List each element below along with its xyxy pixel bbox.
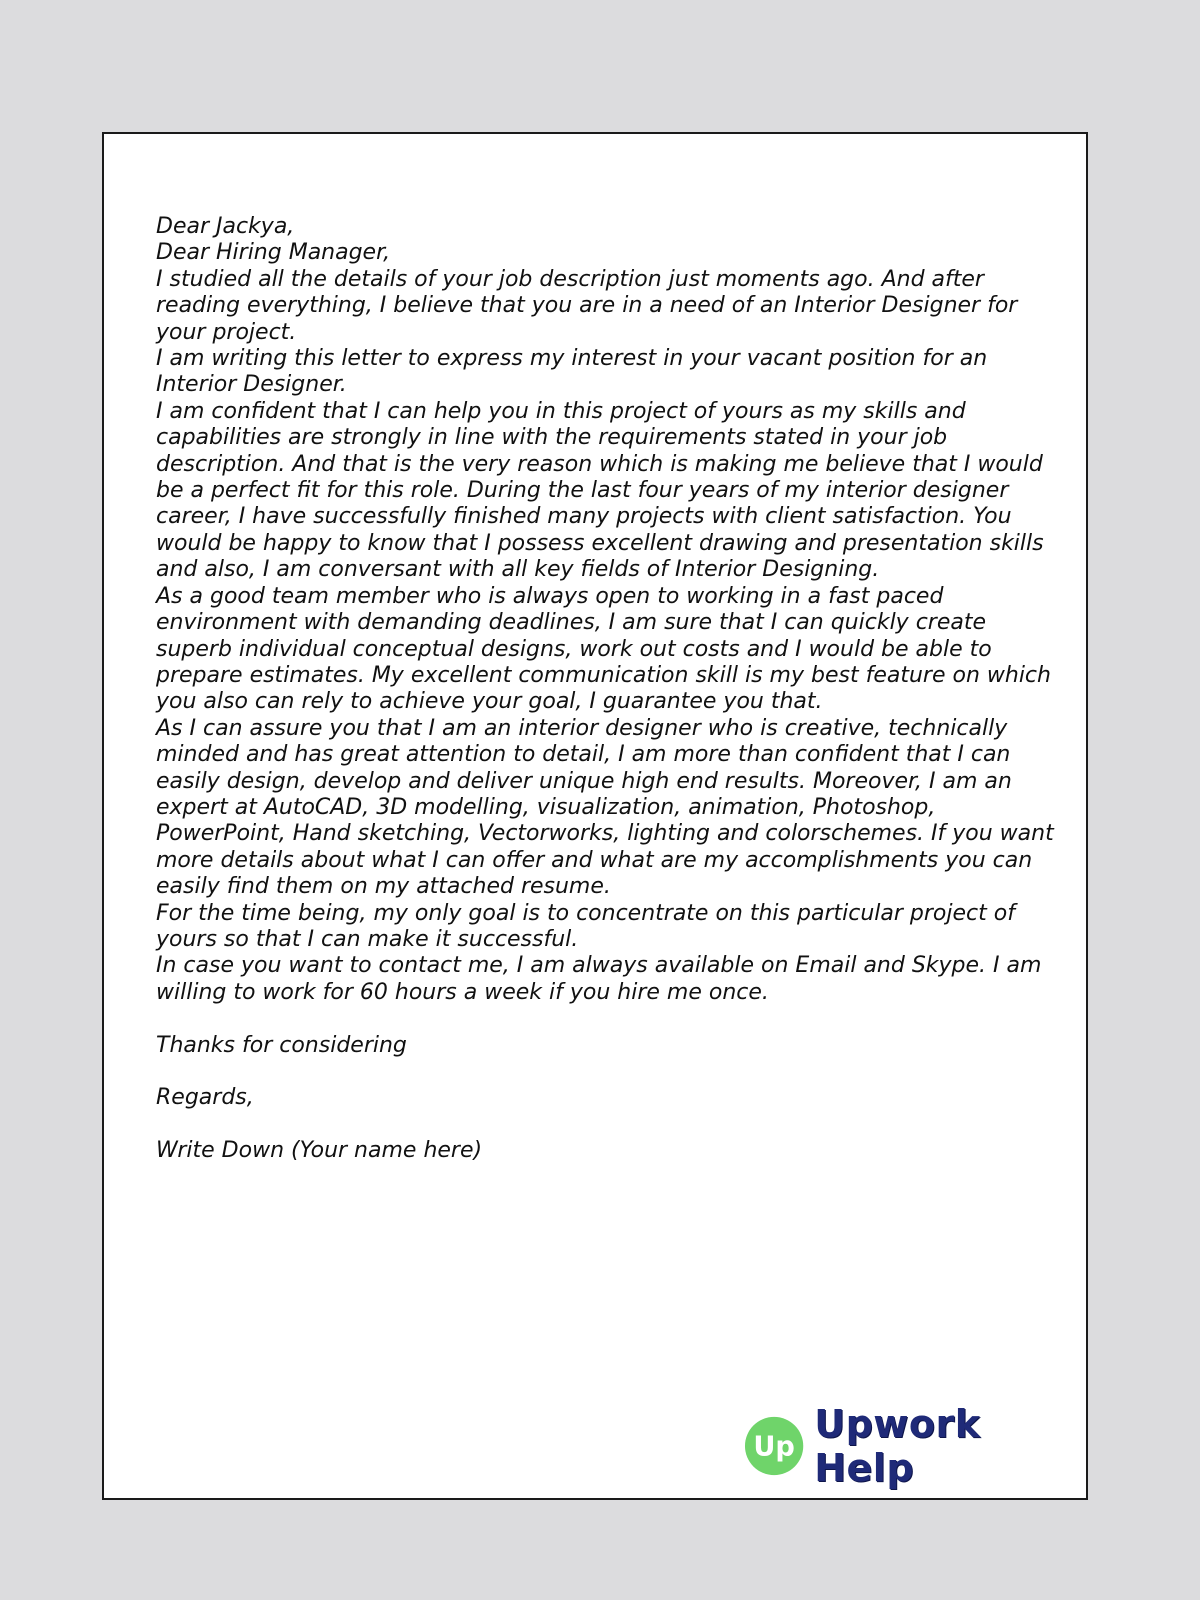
- closing-line: Thanks for considering: [156, 1032, 407, 1058]
- body-paragraph: In case you want to contact me, I am always available on Email and Skype. I am willing to work for 60 hours a week if you hire me once.: [156, 953, 1042, 1005]
- letter-body: [156, 214, 1061, 1165]
- body-paragraph: As I can assure you that I am an interior designer who is creative, technically minded and has great attention to detail, I am more than confident that I can easily design, develop and deliver unique high end results. Moreover, I am an expert at AutoCAD, 3D modelling, visualization, animation, Photoshop, PowerPoint, Hand sketching, Vectorworks, lighting and colorschemes. If you want more details about what I can offer and what are my accomplishments you can easily find them on my attached resume.: [156, 715, 1054, 900]
- salutation-line: Dear Hiring Manager,: [156, 240, 391, 266]
- salutation-line: Dear Jackya,: [156, 214, 295, 239]
- signature-line: Write Down (Your name here): [156, 1138, 483, 1164]
- upwork-help-logo: [744, 1402, 1086, 1490]
- upwork-logo-icon: [744, 1415, 804, 1477]
- body-paragraph: As a good team member who is always open to working in a fast paced environment with demanding deadlines, I am sure that I can quickly create superb individual conceptual designs, work out costs and I would be able to prepare estimates. My excellent communication skill is my best feature on which you also can rely to achieve your goal, I guarantee you that.: [156, 583, 1051, 715]
- logo-wordmark: Upwork Help: [814, 1402, 981, 1490]
- body-paragraph: For the time being, my only goal is to concentrate on this particular project of yours so that I can make it successful.: [156, 900, 1015, 952]
- regards-line: Regards,: [156, 1085, 254, 1111]
- svg-text:Up: Up: [753, 1431, 795, 1463]
- letter-page: [102, 132, 1088, 1500]
- body-paragraph: I am writing this letter to express my interest in your vacant position for an Interior Designer.: [156, 346, 988, 398]
- body-paragraph: I am confident that I can help you in this project of yours as my skills and capabilities are strongly in line with the requirements stated in your job description. And that is the very reason which is making me believe that I would be a perfect fit for this role. During the last four years of my interior designer career, I have successfully finished many projects with client satisfaction. You would be happy to know that I possess excellent drawing and presentation skills and also, I am conversant with all key fields of Interior Designing.: [156, 398, 1044, 583]
- body-paragraph: I studied all the details of your job description just moments ago. And after reading everything, I believe that you are in a need of an Interior Designer for your project.: [156, 266, 1018, 345]
